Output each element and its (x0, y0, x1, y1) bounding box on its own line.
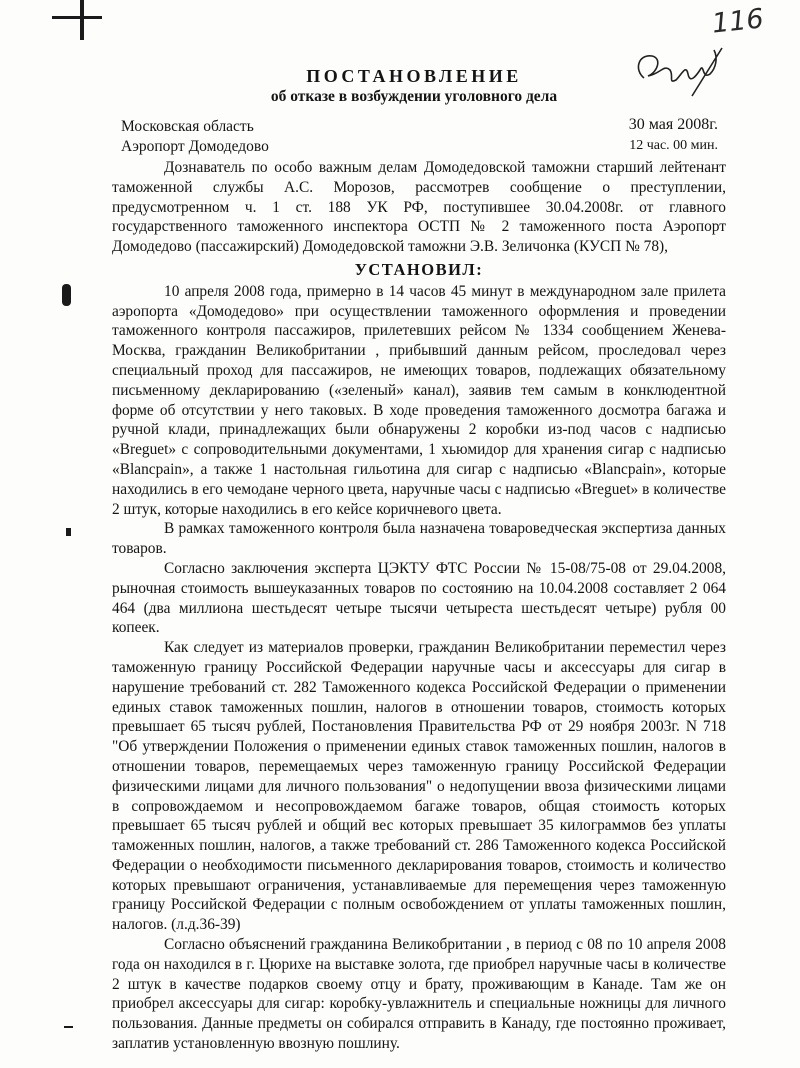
page-number: 116 (710, 3, 766, 40)
document-title: ПОСТАНОВЛЕНИЕ (306, 66, 522, 86)
binding-hole-mark (62, 284, 71, 306)
margin-mark (66, 528, 71, 536)
margin-mark (52, 16, 102, 19)
document-time: 12 час. 00 мин. (629, 138, 718, 153)
body-paragraph: Как следует из материалов проверки, гражданин Великобритании переместил через таможенную границу Российской Федерации наручные часы и аксессуары для сигар в нарушение требований ст. 282 Таможенного кодекса Российской Федерации о применении единых ставок таможенных пошлин, налогов в отношении товаров, стоимость которых превышает 65 тысяч рублей, Постановления Правительства РФ от 29 ноября 2003г. N 718 "Об утверждении Положения о применении единых ставок таможенных пошлин, налогов в отношении товаров, перемещаемых через таможенную границу Российской Федерации физическими лицами для личного пользования" о недопущении ввоза физическими лицами в сопровождаемом и несопровождаемом багаже товаров, общая стоимость которых превышает 65 тысяч рублей и общий вес которых превышает 35 килограммов без уплаты таможенных пошлин, налогов, а также требований ст. 286 Таможенного кодекса Российской Федерации о необходимости письменного декларирования товаров, стоимость и количество которых превышают ограничения, устанавливаемые для перемещения через таможенную границу Российской Федерации с полным освобождением от уплаты таможенных пошлин, налогов. (л.д.36-39) (112, 639, 726, 934)
location-region: Московская область (121, 118, 254, 135)
body-paragraph: Согласно заключения эксперта ЦЭКТУ ФТС России № 15-08/75-08 от 29.04.2008, рыночная стоимость вышеуказанных товаров по состоянию на 10.04.2008 составляет 2 064 464 (два миллиона шестьдесят четыре тысячи четыреста шестьдесят четыре) рубля 00 копеек. (112, 559, 726, 637)
location-airport: Аэропорт Домодедово (121, 138, 269, 155)
body-paragraph: В рамках таможенного контроля была назначена товароведческая экспертиза данных товаров. (112, 520, 726, 558)
document-date: 30 мая 2008г. (628, 116, 718, 133)
margin-mark (64, 1026, 73, 1028)
margin-mark (80, 0, 84, 40)
intro-paragraph: Дознаватель по особо важным делам Домодедовской таможни старший лейтенант таможенной службы А.С. Морозов, рассмотрев сообщение о преступлении, предусмотренном ч. 1 ст. 188 УК РФ, поступившее 30.04.2008г. от главного государственного таможенного инспектора ОСТП № 2 таможенного поста Аэропорт Домодедово (пассажирский) Домодедовской таможни Э.В. Зеличонка (КУСП № 78), (112, 159, 726, 256)
body-paragraph: 10 апреля 2008 года, примерно в 14 часов 45 минут в международном зале прилета аэропорта «Домодедово» при осуществлении таможенного оформления и проведении таможенного контроля пассажиров, прилетевших рейсом № 1334 сообщением Женева-Москва, гражданин Великобритании , прибывший данным рейсом, проследовал через специальный проход для пассажиров, не имеющих товаров, подлежащих обязательному письменному декларированию («зеленый» канал), заявив тем самым в конклюдентной форме об отсутствии у него таковых. В ходе проведения таможенного досмотра багажа и ручной клади, принадлежащих были обнаружены 2 коробки из-под часов с надписью «Breguet» с сопроводительными документами, 1 хьюмидор для хранения сигар с надписью «Blancpain», а также 1 настольная гильотина для сигар с надписью «Blancpain», которые находились в его чемодане черного цвета, наручные часы с надписью «Breguet» в количестве 2 штук, которые находились в его кейсе коричневого цвета. (112, 282, 726, 518)
section-heading: УСТАНОВИЛ: (354, 259, 484, 279)
document-body (112, 158, 726, 1054)
body-paragraph: Согласно объяснений гражданина Великобритании , в период с 08 по 10 апреля 2008 года он находился в г. Цюрихе на выставке золота, где приобрел наручные часы в количестве 2 штук в качестве подарков своему отцу и брату, проживающим в Канаде. Там же он приобрел аксессуары для сигар: коробку-увлажнитель и специальные ножницы для личного пользования. Данные предметы он собирался отправить в Канаду, где постоянно проживает, заплатив установленную ввозную пошлину. (112, 936, 726, 1053)
document-subtitle: об отказе в возбуждении уголовного дела (270, 88, 558, 105)
